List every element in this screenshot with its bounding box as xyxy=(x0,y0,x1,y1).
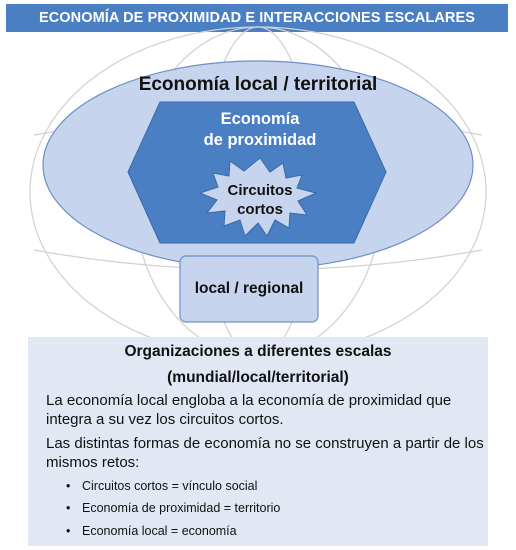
diagram-title: ECONOMÍA DE PROXIMIDAD E INTERACCIONES ESCALARES xyxy=(6,4,508,32)
bullet-icon: • xyxy=(66,501,71,515)
local-regional-label: local / regional xyxy=(194,280,304,297)
list-item-text: Circuitos cortos = vínculo social xyxy=(82,479,258,493)
info-paragraph-2: Las distintas formas de economía no se construyen a partir de los mismos retos: xyxy=(46,435,484,471)
short-circuits-label xyxy=(178,181,342,219)
bullet-icon: • xyxy=(66,479,71,493)
short-circuits-label-line1: Circuitos xyxy=(227,182,293,199)
local-economy-label: Economía local / territorial xyxy=(138,74,378,95)
bullet-icon: • xyxy=(66,524,71,538)
info-heading-line1: Organizaciones a diferentes escalas xyxy=(124,343,392,360)
proximity-economy-label-line2: de proximidad xyxy=(203,131,317,149)
info-box xyxy=(28,337,488,546)
info-heading-line2: (mundial/local/territorial) xyxy=(167,369,349,386)
list-item-text: Economía de proximidad = territorio xyxy=(82,501,281,515)
proximity-economy-label-line1: Economía xyxy=(220,110,300,128)
list-item-text: Economía local = economía xyxy=(82,524,237,538)
short-circuits-label-line2: cortos xyxy=(237,201,283,218)
proximity-economy-label xyxy=(150,109,370,151)
info-paragraph-1: La economía local engloba a la economía de proximidad que integra a su vez los circuitos cortos. xyxy=(46,392,452,428)
